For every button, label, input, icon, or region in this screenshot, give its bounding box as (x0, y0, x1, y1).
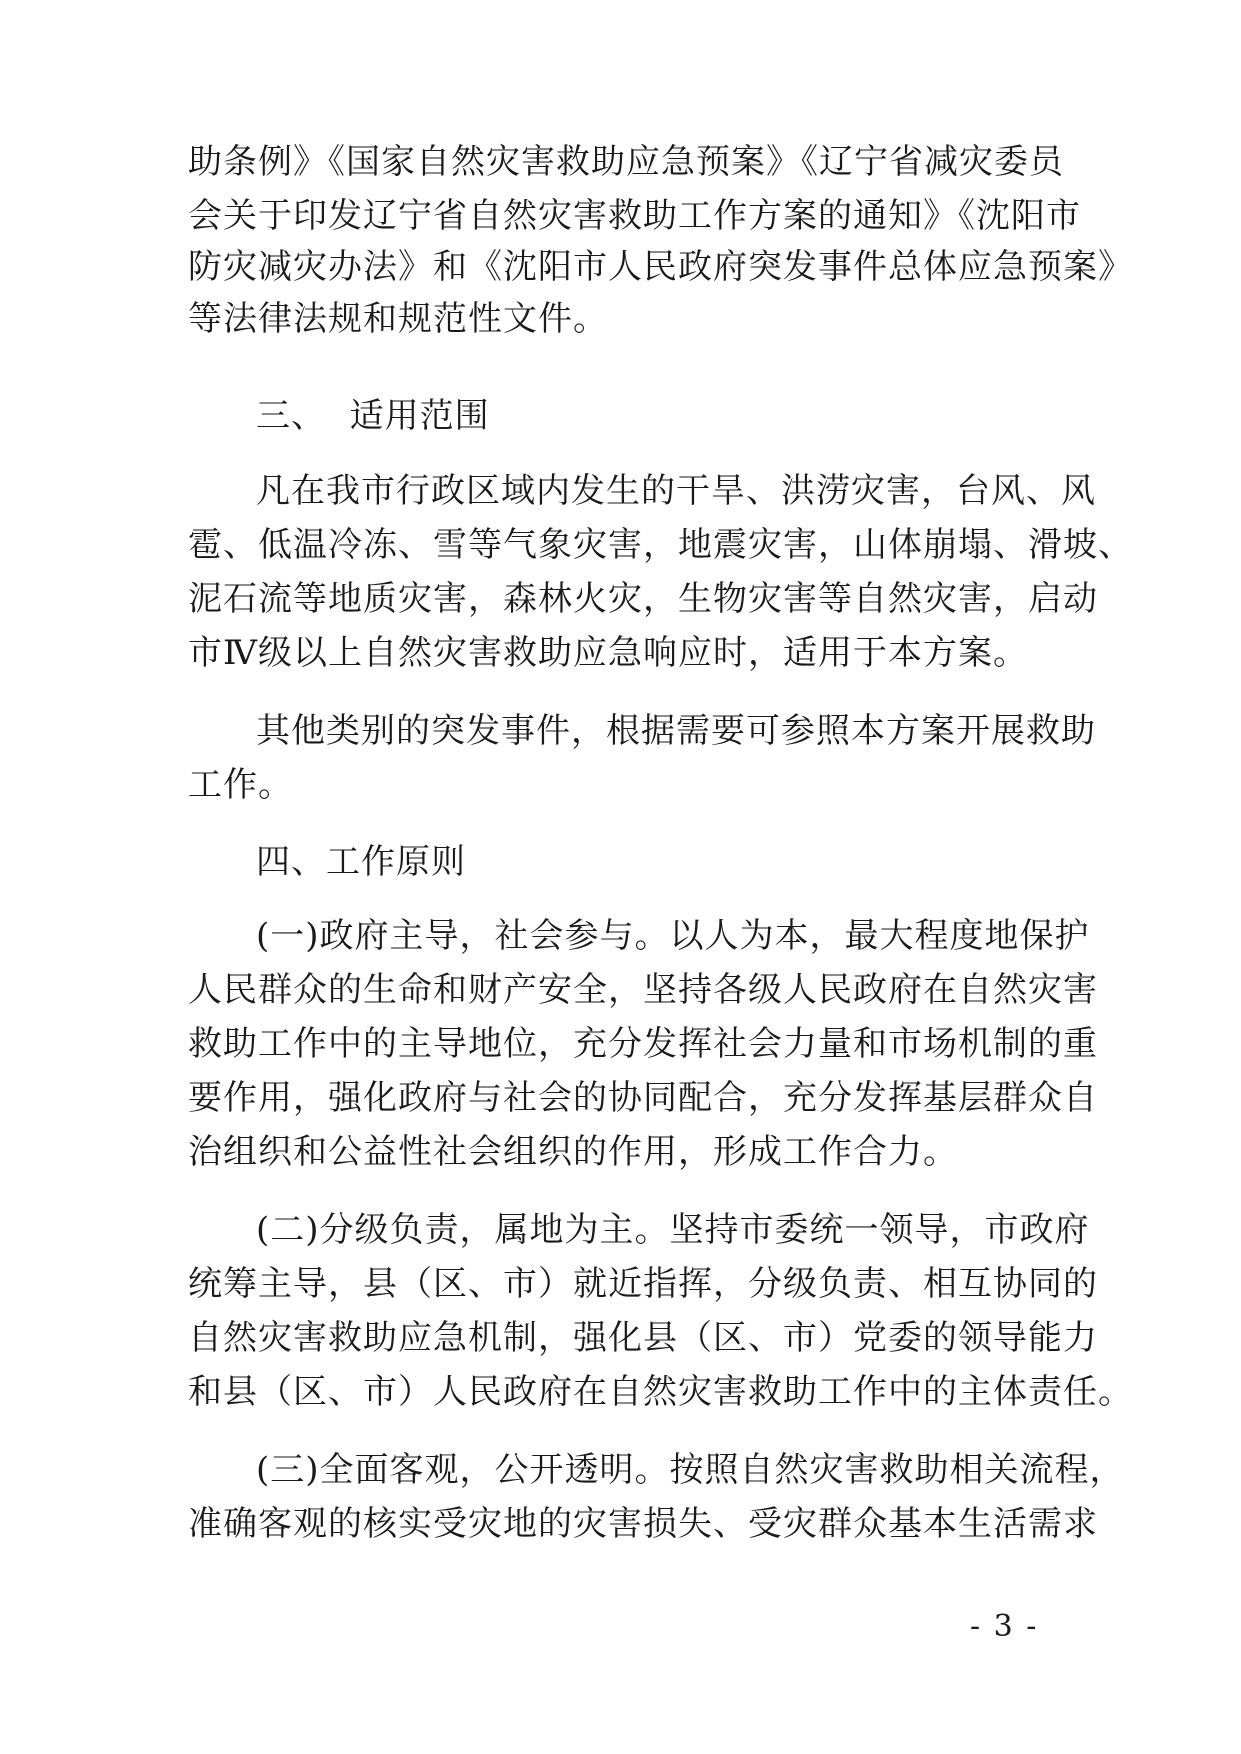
page-number: - 3 - (970, 1609, 1039, 1644)
text-line: 自然灾害救助应急机制，强化县（区、市）党委的领导能力 (188, 1318, 1098, 1358)
section-heading-principles: 四、工作原则 (256, 842, 466, 882)
text-line: 治组织和公益性社会组织的作用，形成工作合力。 (188, 1132, 958, 1172)
text-line: 准确客观的核实受灾地的灾害损失、受灾群众基本生活需求 (188, 1504, 1098, 1544)
text-line: 泥石流等地质灾害，森林火灾，生物灾害等自然灾害，启动 (188, 579, 1098, 619)
text-line: 雹、低温冷冻、雪等气象灾害，地震灾害，山体崩塌、滑坡、 (188, 525, 1133, 565)
text-line: 其他类别的突发事件，根据需要可参照本方案开展救助 (256, 711, 1096, 751)
section-heading-scope: 三、 适用范围 (256, 396, 490, 436)
text-line: 人民群众的生命和财产安全，坚持各级人民政府在自然灾害 (188, 970, 1098, 1010)
text-line: 统筹主导，县（区、市）就近指挥，分级负责、相互协同的 (188, 1264, 1098, 1304)
text-line: 要作用，强化政府与社会的协同配合，充分发挥基层群众自 (188, 1078, 1098, 1118)
text-line: 等法律法规和规范性文件。 (188, 299, 608, 339)
text-line: (二)分级负责，属地为主。坚持市委统一领导，市政府 (256, 1210, 1090, 1250)
text-line: 和县（区、市）人民政府在自然灾害救助工作中的主体责任。 (188, 1372, 1133, 1412)
text-line: 市Ⅳ级以上自然灾害救助应急响应时，适用于本方案。 (188, 633, 1028, 673)
text-line: 助条例》《国家自然灾害救助应急预案》《辽宁省减灾委员 (188, 142, 1064, 182)
text-line: (一)政府主导，社会参与。以人为本，最大程度地保护 (256, 916, 1090, 956)
text-line: 防灾减灾办法》和《沈阳市人民政府突发事件总体应急预案》 (188, 247, 1133, 287)
text-line: 会关于印发辽宁省自然灾害救助工作方案的通知》《沈阳市 (188, 196, 1081, 236)
text-line: 工作。 (188, 765, 293, 805)
text-line: (三)全面客观，公开透明。按照自然灾害救助相关流程， (256, 1450, 1125, 1490)
text-line: 救助工作中的主导地位，充分发挥社会力量和市场机制的重 (188, 1024, 1098, 1064)
text-line: 凡在我市行政区域内发生的干旱、洪涝灾害，台风、风 (256, 471, 1096, 511)
